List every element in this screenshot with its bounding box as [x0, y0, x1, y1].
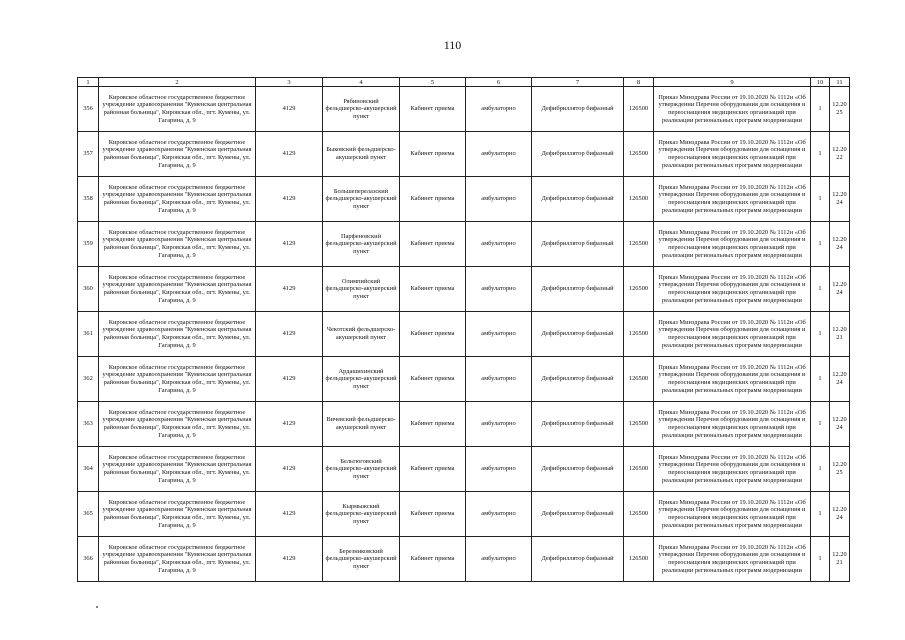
header-cell: 8 [624, 78, 654, 87]
code-cell: 4129 [256, 267, 323, 312]
price-cell: 126500 [624, 402, 654, 447]
header-cell: 9 [654, 78, 811, 87]
code-cell: 4129 [256, 132, 323, 177]
table-row [78, 357, 850, 402]
row-number-cell: 365 [78, 492, 99, 537]
medical-point-cell: Кырмыжский фельдшерско-акушерский пункт [323, 492, 400, 537]
table-row [78, 87, 850, 132]
order-cell: Приказ Минздрава России от 19.10.2020 № 1112н «Об утверждении Перечня оборудования для оснащения и переоснащения медицинских организаций при реализации региональных программ модернизации [654, 447, 811, 492]
date-cell: 12.2024 [830, 402, 850, 447]
institution-cell: Кировское областное государственное бюджетное учреждение здравоохранения "Куменская центральная районная больница", Кировская обл., пгт. Кумены, ул. Гагарина, д. 9 [99, 87, 256, 132]
equipment-cell: Дефибриллятор бифазный [532, 402, 624, 447]
medical-point-cell: Парфеновский фельдшерско-акушерский пункт [323, 222, 400, 267]
scan-speck [96, 606, 98, 608]
quantity-cell: 1 [811, 357, 830, 402]
code-cell: 4129 [256, 537, 323, 582]
table-row [78, 447, 850, 492]
row-number-cell: 364 [78, 447, 99, 492]
header-cell: 7 [532, 78, 624, 87]
order-cell: Приказ Минздрава России от 19.10.2020 № 1112н «Об утверждении Перечня оборудования для оснащения и переоснащения медицинских организаций при реализации региональных программ модернизации [654, 267, 811, 312]
table-row [78, 177, 850, 222]
code-cell: 4129 [256, 447, 323, 492]
code-cell: 4129 [256, 357, 323, 402]
care-type-cell: амбулаторно [466, 492, 532, 537]
quantity-cell: 1 [811, 87, 830, 132]
header-cell: 1 [78, 78, 99, 87]
table-row [78, 132, 850, 177]
code-cell: 4129 [256, 312, 323, 357]
code-cell: 4129 [256, 492, 323, 537]
equipment-cell: Дефибриллятор бифазный [532, 357, 624, 402]
date-cell: 12.2024 [830, 222, 850, 267]
equipment-cell: Дефибриллятор бифазный [532, 222, 624, 267]
table-row [78, 267, 850, 312]
order-cell: Приказ Минздрава России от 19.10.2020 № 1112н «Об утверждении Перечня оборудования для оснащения и переоснащения медицинских организаций при реализации региональных программ модернизации [654, 402, 811, 447]
price-cell: 126500 [624, 447, 654, 492]
price-cell: 126500 [624, 357, 654, 402]
order-cell: Приказ Минздрава России от 19.10.2020 № 1112н «Об утверждении Перечня оборудования для оснащения и переоснащения медицинских организаций при реализации региональных программ модернизации [654, 537, 811, 582]
care-type-cell: амбулаторно [466, 537, 532, 582]
quantity-cell: 1 [811, 222, 830, 267]
institution-cell: Кировское областное государственное бюджетное учреждение здравоохранения "Куменская центральная районная больница", Кировская обл., пгт. Кумены, ул. Гагарина, д. 9 [99, 177, 256, 222]
medical-point-cell: Большеперелазский фельдшерско-акушерский пункт [323, 177, 400, 222]
care-type-cell: амбулаторно [466, 132, 532, 177]
medical-point-cell: Быковский фельдшерско-акушерский пункт [323, 132, 400, 177]
code-cell: 4129 [256, 177, 323, 222]
institution-cell: Кировское областное государственное бюджетное учреждение здравоохранения "Куменская центральная районная больница", Кировская обл., пгт. Кумены, ул. Гагарина, д. 9 [99, 132, 256, 177]
medical-point-cell: Вичевский фельдшерско-акушерский пункт [323, 402, 400, 447]
room-cell: Кабинет приема [400, 87, 466, 132]
code-cell: 4129 [256, 222, 323, 267]
order-cell: Приказ Минздрава России от 19.10.2020 № 1112н «Об утверждении Перечня оборудования для оснащения и переоснащения медицинских организаций при реализации региональных программ модернизации [654, 312, 811, 357]
header-cell: 6 [466, 78, 532, 87]
medical-point-cell: Олимпийский фельдшерско-акушерский пункт [323, 267, 400, 312]
row-number-cell: 361 [78, 312, 99, 357]
quantity-cell: 1 [811, 492, 830, 537]
order-cell: Приказ Минздрава России от 19.10.2020 № 1112н «Об утверждении Перечня оборудования для оснащения и переоснащения медицинских организаций при реализации региональных программ модернизации [654, 357, 811, 402]
price-cell: 126500 [624, 537, 654, 582]
quantity-cell: 1 [811, 537, 830, 582]
room-cell: Кабинет приема [400, 312, 466, 357]
medical-point-cell: Рябиновский фельдшерско-акушерский пункт [323, 87, 400, 132]
care-type-cell: амбулаторно [466, 267, 532, 312]
price-cell: 126500 [624, 132, 654, 177]
room-cell: Кабинет приема [400, 402, 466, 447]
row-number-cell: 356 [78, 87, 99, 132]
table-header-row [78, 78, 850, 87]
equipment-cell: Дефибриллятор бифазный [532, 267, 624, 312]
institution-cell: Кировское областное государственное бюджетное учреждение здравоохранения "Куменская центральная районная больница", Кировская обл., пгт. Кумены, ул. Гагарина, д. 9 [99, 537, 256, 582]
date-cell: 12.2024 [830, 357, 850, 402]
quantity-cell: 1 [811, 132, 830, 177]
order-cell: Приказ Минздрава России от 19.10.2020 № 1112н «Об утверждении Перечня оборудования для оснащения и переоснащения медицинских организаций при реализации региональных программ модернизации [654, 87, 811, 132]
date-cell: 12.2021 [830, 537, 850, 582]
institution-cell: Кировское областное государственное бюджетное учреждение здравоохранения "Куменская центральная районная больница", Кировская обл., пгт. Кумены, ул. Гагарина, д. 9 [99, 222, 256, 267]
institution-cell: Кировское областное государственное бюджетное учреждение здравоохранения "Куменская центральная районная больница", Кировская обл., пгт. Кумены, ул. Гагарина, д. 9 [99, 357, 256, 402]
medical-point-cell: Ардашихинский фельдшерско-акушерский пункт [323, 357, 400, 402]
quantity-cell: 1 [811, 312, 830, 357]
room-cell: Кабинет приема [400, 222, 466, 267]
order-cell: Приказ Минздрава России от 19.10.2020 № 1112н «Об утверждении Перечня оборудования для оснащения и переоснащения медицинских организаций при реализации региональных программ модернизации [654, 222, 811, 267]
page-number: 110 [443, 38, 462, 52]
row-number-cell: 359 [78, 222, 99, 267]
equipment-cell: Дефибриллятор бифазный [532, 492, 624, 537]
quantity-cell: 1 [811, 447, 830, 492]
table-row [78, 312, 850, 357]
room-cell: Кабинет приема [400, 357, 466, 402]
room-cell: Кабинет приема [400, 267, 466, 312]
equipment-cell: Дефибриллятор бифазный [532, 312, 624, 357]
medical-point-cell: Чекотский фельдшерско-акушерский пункт [323, 312, 400, 357]
table-row [78, 537, 850, 582]
row-number-cell: 363 [78, 402, 99, 447]
row-number-cell: 358 [78, 177, 99, 222]
row-number-cell: 357 [78, 132, 99, 177]
equipment-cell: Дефибриллятор бифазный [532, 177, 624, 222]
price-cell: 126500 [624, 87, 654, 132]
header-cell: 10 [811, 78, 830, 87]
date-cell: 12.2024 [830, 492, 850, 537]
price-cell: 126500 [624, 177, 654, 222]
room-cell: Кабинет приема [400, 177, 466, 222]
header-cell: 4 [323, 78, 400, 87]
quantity-cell: 1 [811, 267, 830, 312]
room-cell: Кабинет приема [400, 447, 466, 492]
quantity-cell: 1 [811, 402, 830, 447]
care-type-cell: амбулаторно [466, 222, 532, 267]
header-cell: 5 [400, 78, 466, 87]
code-cell: 4129 [256, 402, 323, 447]
care-type-cell: амбулаторно [466, 177, 532, 222]
table-row [78, 402, 850, 447]
equipment-cell: Дефибриллятор бифазный [532, 447, 624, 492]
order-cell: Приказ Минздрава России от 19.10.2020 № 1112н «Об утверждении Перечня оборудования для оснащения и переоснащения медицинских организаций при реализации региональных программ модернизации [654, 132, 811, 177]
row-number-cell: 360 [78, 267, 99, 312]
care-type-cell: амбулаторно [466, 357, 532, 402]
date-cell: 12.2022 [830, 132, 850, 177]
header-cell: 3 [256, 78, 323, 87]
care-type-cell: амбулаторно [466, 402, 532, 447]
table-row [78, 222, 850, 267]
header-cell: 2 [99, 78, 256, 87]
order-cell: Приказ Минздрава России от 19.10.2020 № 1112н «Об утверждении Перечня оборудования для оснащения и переоснащения медицинских организаций при реализации региональных программ модернизации [654, 492, 811, 537]
quantity-cell: 1 [811, 177, 830, 222]
medical-point-cell: Березниковский фельдшерско-акушерский пункт [323, 537, 400, 582]
header-cell: 11 [830, 78, 850, 87]
institution-cell: Кировское областное государственное бюджетное учреждение здравоохранения "Куменская центральная районная больница", Кировская обл., пгт. Кумены, ул. Гагарина, д. 9 [99, 312, 256, 357]
price-cell: 126500 [624, 492, 654, 537]
equipment-cell: Дефибриллятор бифазный [532, 87, 624, 132]
room-cell: Кабинет приема [400, 537, 466, 582]
institution-cell: Кировское областное государственное бюджетное учреждение здравоохранения "Куменская центральная районная больница", Кировская обл., пгт. Кумены, ул. Гагарина, д. 9 [99, 267, 256, 312]
row-number-cell: 366 [78, 537, 99, 582]
date-cell: 12.2024 [830, 177, 850, 222]
row-number-cell: 362 [78, 357, 99, 402]
equipment-cell: Дефибриллятор бифазный [532, 537, 624, 582]
room-cell: Кабинет приема [400, 492, 466, 537]
price-cell: 126500 [624, 267, 654, 312]
price-cell: 126500 [624, 312, 654, 357]
care-type-cell: амбулаторно [466, 447, 532, 492]
room-cell: Кабинет приема [400, 132, 466, 177]
code-cell: 4129 [256, 87, 323, 132]
date-cell: 12.2025 [830, 447, 850, 492]
date-cell: 12.2024 [830, 267, 850, 312]
price-cell: 126500 [624, 222, 654, 267]
care-type-cell: амбулаторно [466, 312, 532, 357]
institution-cell: Кировское областное государственное бюджетное учреждение здравоохранения "Куменская центральная районная больница", Кировская обл., пгт. Кумены, ул. Гагарина, д. 9 [99, 402, 256, 447]
table-row [78, 492, 850, 537]
order-cell: Приказ Минздрава России от 19.10.2020 № 1112н «Об утверждении Перечня оборудования для оснащения и переоснащения медицинских организаций при реализации региональных программ модернизации [654, 177, 811, 222]
institution-cell: Кировское областное государственное бюджетное учреждение здравоохранения "Куменская центральная районная больница", Кировская обл., пгт. Кумены, ул. Гагарина, д. 9 [99, 492, 256, 537]
date-cell: 12.2025 [830, 87, 850, 132]
medical-point-cell: Бельтюговский фельдшерско-акушерский пункт [323, 447, 400, 492]
equipment-table [77, 77, 850, 582]
date-cell: 12.2021 [830, 312, 850, 357]
equipment-cell: Дефибриллятор бифазный [532, 132, 624, 177]
institution-cell: Кировское областное государственное бюджетное учреждение здравоохранения "Куменская центральная районная больница", Кировская обл., пгт. Кумены, ул. Гагарина, д. 9 [99, 447, 256, 492]
care-type-cell: амбулаторно [466, 87, 532, 132]
